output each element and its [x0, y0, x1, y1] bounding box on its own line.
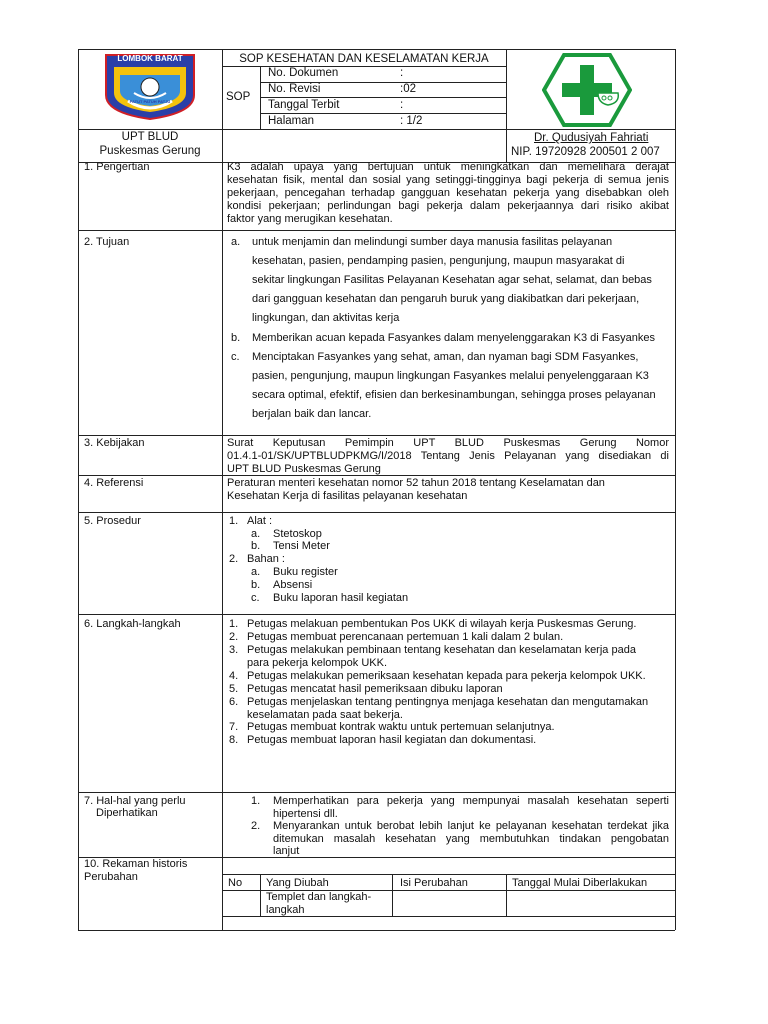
list-item-line: Petugas menjelaskan tentang pentingnya menjaga kesehatan dan mengutamakan [247, 696, 649, 708]
list-marker: 8. [229, 734, 239, 746]
table-header-no: No [228, 877, 243, 889]
org-name-line1: UPT BLUD [121, 131, 179, 143]
signer-nip: NIP. 19720928 200501 2 007 [511, 146, 660, 158]
list-item-line: Memberikan acuan kepada Fasyankes dalam menyelenggarakan K3 di Fasyankes [252, 332, 655, 344]
list-item-line: hipertensi dll. [273, 808, 338, 820]
list-marker: b. [251, 540, 261, 552]
table-header-isi: Isi Perubahan [400, 877, 468, 889]
list-marker: c. [251, 592, 260, 604]
list-marker: 6. [229, 696, 239, 708]
table-row [260, 891, 390, 917]
list-marker: b. [231, 332, 241, 344]
field-value-revisi: :02 [400, 83, 416, 95]
list-item: Absensi [273, 579, 313, 591]
referensi-line: Kesehatan Kerja di fasilitas pelayanan kesehatan [227, 490, 468, 502]
list-marker: 1. [229, 618, 239, 630]
sop-label: SOP [226, 91, 251, 103]
field-value-tanggal: : [400, 99, 404, 111]
pengertian-line: kondisi pekerjaan; perlindungan bagi pekerja dalam pekerjaannya dari risiko akibat [227, 200, 669, 212]
list-item-line: untuk menjamin dan melindungi sumber daya manusia fasilitas pelayanan [252, 236, 613, 248]
list-item-line: Menciptakan Fasyankes yang sehat, aman, dan nyaman bagi SDM Fasyankes, [252, 351, 639, 363]
pengertian-line: pekerjaan, pencegahan terhadap gangguan kesehatan pekerja yang disebabkan oleh [227, 187, 669, 199]
list-marker: 1. [229, 515, 239, 527]
section-label-hal: 7. Hal-hal yang perlu [84, 795, 186, 807]
list-item-line: sekitar lingkungan Fasilitas Pelayanan Kesehatan agar sehat, selamat, dan bebas [252, 274, 652, 286]
list-item: Buku laporan hasil kegiatan [273, 592, 409, 604]
section-label-kebijakan: 3. Kebijakan [84, 437, 145, 449]
section-label-tujuan: 2. Tujuan [84, 236, 130, 248]
field-value-dokumen: : [400, 67, 404, 79]
list-item-line: lingkungan, dan aktivitas kerja [252, 312, 400, 324]
list-item-line: Memperhatikan para pekerja yang mempunyai masalah kesehatan seperti [273, 795, 669, 807]
logo-motto-text: PATUT PATUH PATJU [129, 99, 171, 104]
list-item-line: berjalan baik dan lancar. [252, 408, 372, 420]
prosedur-group-title: Alat : [247, 515, 273, 527]
list-item-line: lanjut [273, 845, 300, 857]
pengertian-line: K3 adalah upaya yang bertujuan untuk meningkatkan dan memelihara derajat [227, 161, 669, 173]
section-label-langkah: 6. Langkah-langkah [84, 618, 181, 630]
list-marker: b. [251, 579, 261, 591]
kebijakan-line: 01.4.1-01/SK/UPTBLUDPKMG/I/2018 Tentang Jenis Pelayanan yang disediakan di [227, 450, 669, 462]
list-marker: 3. [229, 644, 239, 656]
list-marker: a. [251, 566, 261, 578]
list-marker: 4. [229, 670, 239, 682]
referensi-line: Peraturan menteri kesehatan nomor 52 tahun 2018 tentang Keselamatan dan [227, 477, 605, 489]
list-item-line: keselamatan pada saat bekerja. [247, 709, 403, 721]
section-label-pengertian: 1. Pengertian [84, 161, 150, 173]
list-item-line: Petugas membuat laporan hasil kegiatan dan dokumentasi. [247, 734, 537, 746]
list-marker: 7. [229, 721, 239, 733]
field-label-dokumen: No. Dokumen [268, 67, 339, 79]
section-label-prosedur: 5. Prosedur [84, 515, 141, 527]
section-label-rekaman-2: Perubahan [84, 871, 138, 883]
list-item-line: para pekerja kelompok UKK. [247, 657, 388, 669]
field-label-revisi: No. Revisi [268, 83, 321, 95]
field-value-halaman: : 1/2 [400, 115, 423, 127]
list-marker: c. [231, 351, 240, 363]
list-item-line: Petugas melakukan pemeriksaan kesehatan kepada para pekerja kelompok UKK. [247, 670, 646, 682]
logo-region-text: LOMBOK BARAT [117, 54, 183, 63]
field-label-tanggal: Tanggal Terbit [268, 99, 340, 111]
list-item-line: Menyarankan untuk berobat lebih lanjut ke pelayanan kesehatan terdekat jika [273, 820, 669, 832]
kebijakan-line: UPT BLUD Puskesmas Gerung [227, 463, 381, 475]
section-label-referensi: 4. Referensi [84, 477, 144, 489]
list-item-line: kesehatan, pasien, pendamping pasien, pengunjung, maupun masyarakat di [252, 255, 625, 267]
list-marker: 2. [251, 820, 261, 832]
list-item-line: pasien, pengunjung, maupun lingkungan Fasyankes melalui penyelenggaraan K3 [252, 370, 649, 382]
list-item: Tensi Meter [273, 540, 330, 552]
signer-name: Dr. Qudusiyah Fahriati [534, 132, 649, 144]
puskesmas-logo [542, 53, 632, 127]
pengertian-line: faktor yang merugikan kesehatan. [227, 213, 393, 225]
list-item-line: Petugas membuat kontrak waktu untuk pertemuan selanjutnya. [247, 721, 555, 733]
list-item: Buku register [273, 566, 338, 578]
list-item-line: secara optimal, efektif, efisien dan berkesinambungan, sehingga proses pelayanan [252, 389, 656, 401]
list-item: Stetoskop [273, 528, 322, 540]
list-item-line: dari gangguan kesehatan dan pengaruh buruk yang diakibatkan dari pekerjaan, [252, 293, 640, 305]
table-header-diubah: Yang Diubah [266, 877, 329, 889]
section-label-rekaman: 10. Rekaman historis [84, 858, 188, 870]
list-item-line: Petugas melakuan pembentukan Pos UKK di wilayah kerja Puskesmas Gerung. [247, 618, 637, 630]
list-item-line: Petugas membuat perencanaan pertemuan 1 kali dalam 2 bulan. [247, 631, 564, 643]
list-item-line: Petugas melakukan pembinaan tentang kesehatan dan keselamatan kerja pada [247, 644, 636, 656]
pengertian-line: kesehatan fisik, mental dan sosial yang setinggi-tingginya bagi pekerja di semua jenis [227, 174, 669, 186]
list-marker: a. [251, 528, 261, 540]
list-marker: 5. [229, 683, 239, 695]
list-item-line: Petugas mencatat hasil pemeriksaan dibuku laporan [247, 683, 503, 695]
list-marker: a. [231, 236, 241, 248]
field-label-halaman: Halaman [268, 115, 315, 127]
list-marker: 1. [251, 795, 261, 807]
prosedur-group-title: Bahan : [247, 553, 285, 565]
document-title: SOP KESEHATAN DAN KESELAMATAN KERJA [239, 53, 489, 65]
kebijakan-line: Surat Keputusan Pemimpin UPT BLUD Puskesmas Gerung Nomor [227, 437, 669, 449]
list-item-line: ditemukan masalah kesehatan yang membutuhkan tindakan pengobatan [273, 833, 669, 845]
list-marker: 2. [229, 553, 239, 565]
list-marker: 2. [229, 631, 239, 643]
table-header-tanggal: Tanggal Mulai Diberlakukan [512, 877, 648, 889]
section-label-hal-2: Diperhatikan [96, 807, 158, 819]
org-name-line2: Puskesmas Gerung [99, 145, 201, 157]
table-cell-diubah: Templet dan langkah-langkah [266, 891, 372, 916]
